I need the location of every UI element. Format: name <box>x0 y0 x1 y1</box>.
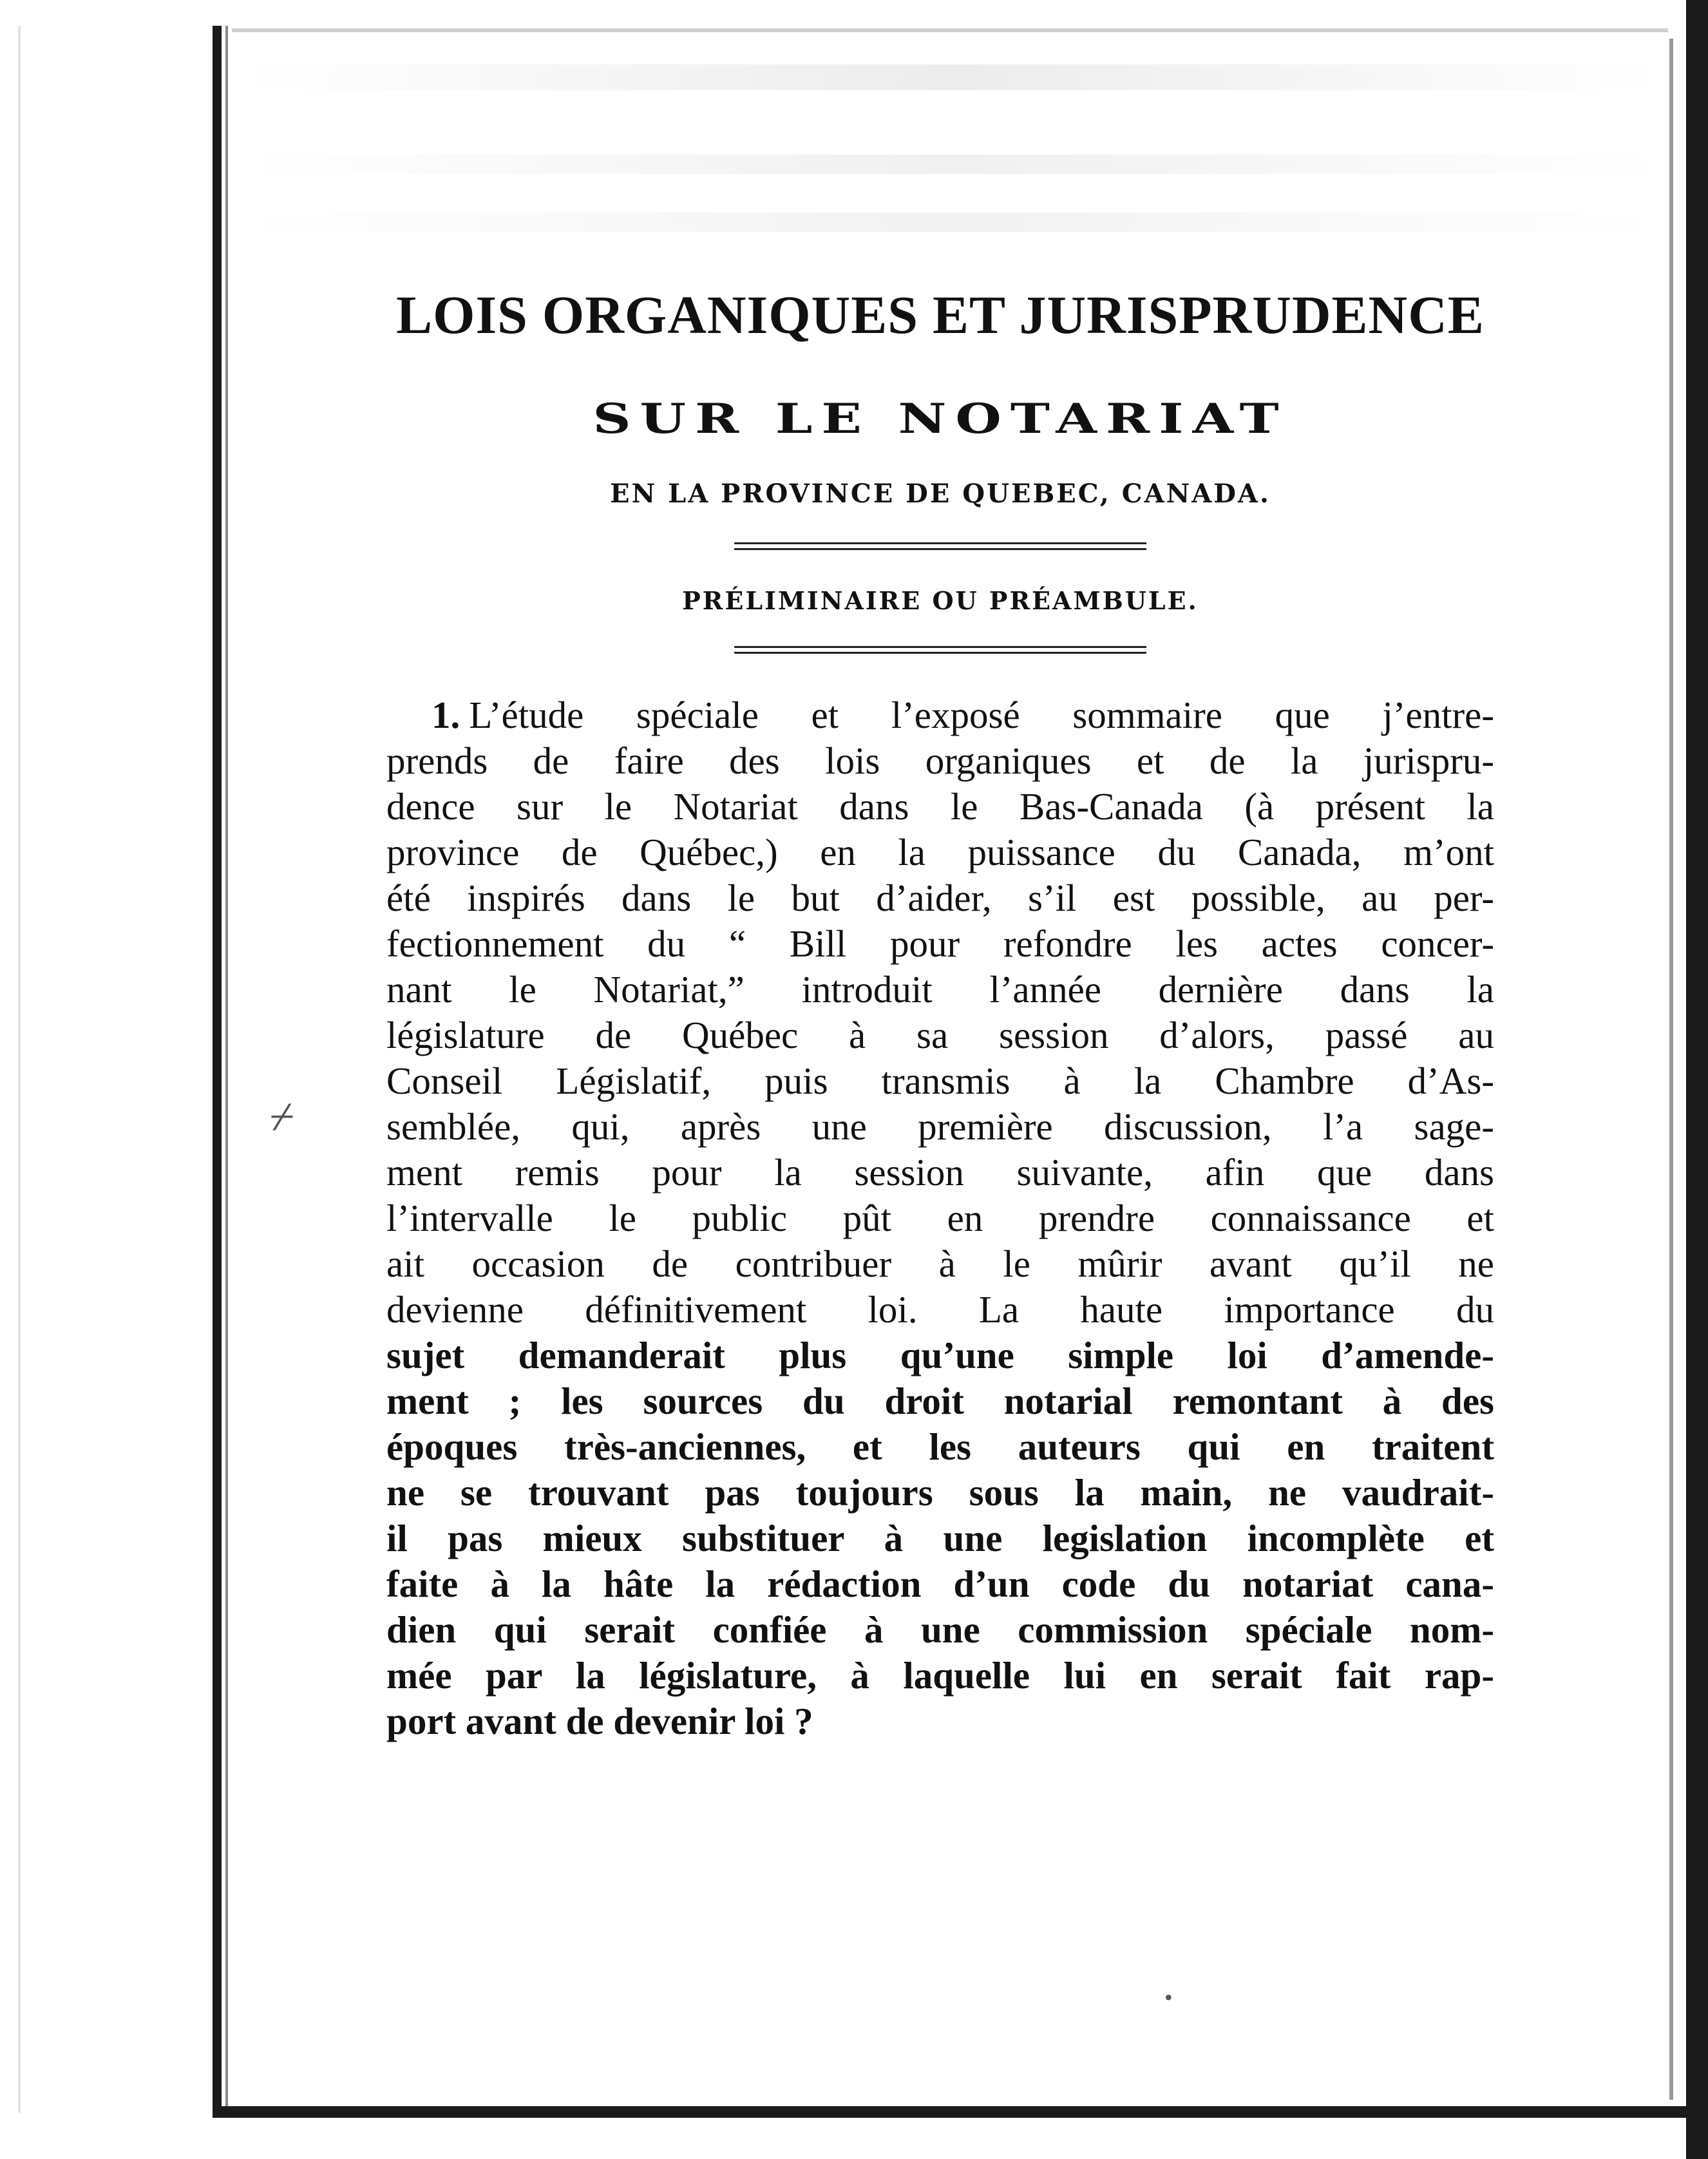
paragraph-line: époques très-anciennes, et les auteurs qui en traitent <box>386 1425 1494 1468</box>
paragraph-line: nant le Notariat,” introduit l’année dernière dans la <box>386 967 1494 1011</box>
paragraph-line: il pas mieux substituer à une legislation incomplète et <box>386 1516 1494 1559</box>
document-page <box>386 283 1494 1744</box>
margin-pencil-mark: ⌿ <box>270 1096 294 1138</box>
paragraph-line: l’intervalle le public pût en prendre connaissance et <box>386 1196 1494 1239</box>
paragraph-line: fectionnement du “ Bill pour refondre les actes concer- <box>386 922 1494 965</box>
page-border-left <box>213 26 222 2113</box>
paragraph-number: 1. <box>432 693 460 736</box>
paragraph-line: province de Québec,) en la puissance du Canada, m’ont <box>386 830 1494 873</box>
document-subtitle: SUR LE NOTARIAT <box>593 394 1288 443</box>
bottom-dot-mark: • <box>1164 1984 1173 2010</box>
paragraph-line <box>386 692 1494 738</box>
double-rule-bottom <box>734 646 1146 654</box>
section-heading: PRÉLIMINAIRE OU PRÉAMBULE. <box>682 585 1199 615</box>
page-border-top <box>232 28 1668 32</box>
paragraph-line: port avant de devenir loi ? <box>386 1699 813 1742</box>
document-title: LOIS ORGANIQUES ET JURISPRUDENCE <box>396 285 1485 345</box>
paragraph-line: législature de Québec à sa session d’alors, passé au <box>386 1013 1494 1056</box>
paragraph-line: dence sur le Notariat dans le Bas-Canada (à présent la <box>386 785 1494 828</box>
province-line: EN LA PROVINCE DE QUEBEC, CANADA. <box>610 478 1271 509</box>
bleed-through-band-1 <box>245 64 1662 90</box>
paragraph-line: semblée, qui, après une première discussion, l’a sage- <box>386 1105 1494 1148</box>
paragraph-1 <box>386 692 1494 1744</box>
paragraph-line: prends de faire des lois organiques et de la jurispru- <box>386 739 1494 782</box>
page-border-right-inner <box>1669 39 1673 2100</box>
paragraph-line: sujet demanderait plus qu’une simple loi d’amende- <box>386 1333 1494 1376</box>
page-border-left-inner <box>225 26 228 2113</box>
paragraph-line: Conseil Législatif, puis transmis à la Chambre d’As- <box>386 1059 1494 1102</box>
bleed-through-band-3 <box>245 213 1662 232</box>
paragraph-line: faite à la hâte la rédaction d’un code du notariat cana- <box>386 1562 1494 1605</box>
paragraph-line: ment remis pour la session suivante, afin que dans <box>386 1150 1494 1194</box>
paragraph-line: mée par la législature, à laquelle lui en serait fait rap- <box>386 1653 1494 1697</box>
page-border-bottom <box>213 2106 1708 2118</box>
paragraph-line: ne se trouvant pas toujours sous la main, ne vaudrait- <box>386 1470 1494 1514</box>
bleed-through-band-2 <box>245 155 1662 174</box>
paragraph-line-text: L’étude spéciale et l’exposé sommaire que j’entre- <box>469 693 1494 736</box>
paragraph-line: été inspirés dans le but d’aider, s’il est possible, au per- <box>386 876 1494 919</box>
paragraph-line: devienne définitivement loi. La haute importance du <box>386 1288 1494 1331</box>
double-rule-top <box>734 542 1146 550</box>
paragraph-line: ait occasion de contribuer à le mûrir avant qu’il ne <box>386 1242 1494 1285</box>
left-margin-line <box>18 26 21 2113</box>
paragraph-line: dien qui serait confiée à une commission spéciale nom- <box>386 1608 1494 1651</box>
paragraph-line: ment ; les sources du droit notarial remontant à des <box>386 1379 1494 1422</box>
page-border-right <box>1686 0 1708 2159</box>
